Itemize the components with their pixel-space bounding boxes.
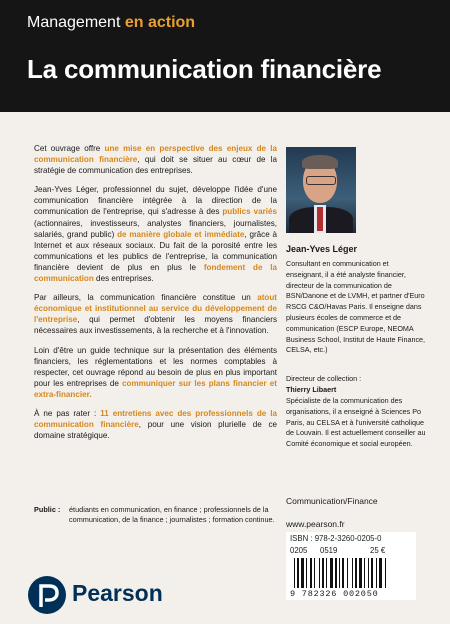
text: , pour une vision plurielle de ce domaine stratégique. [34,420,277,441]
director-label: Directeur de collection : [286,374,362,383]
series-accent: en action [124,14,196,31]
paragraph-5 [34,408,277,441]
barcode-block [286,532,416,600]
audience [34,505,290,524]
text: À ne pas rater : [34,408,101,418]
paragraph-1 [34,143,277,176]
series-name [27,14,195,32]
series-prefix: Management [27,14,121,31]
director-bio: Spécialiste de la communication des organisations, il a enseigné à Sciences Po Paris, au CELSA et à l'université catholique de Louvain. Il est actuellement conseiller au Comité économique et social européen. [286,396,426,449]
barcode [294,558,408,588]
director-name: Thierry Libaert [286,385,337,394]
publisher-name: Pearson [72,580,163,606]
paragraph-2 [34,184,277,284]
highlight: une mise en perspective des enjeux de la communication financière [34,144,278,165]
text: (actionnaires, investisseurs, analystes financiers, journalistes, salariés, grand public) [34,218,277,239]
text: Loin d'être un guide technique sur la présentation des éléments financiers, les réglementations et les normes comptables à respecter, cet ouvrage répond au besoin de plus en plus important pour les entreprises de [34,345,277,388]
text: , qui doit se situer au cœur de la stratégie de communication des entreprises. [34,155,277,176]
category: Communication/Finance [286,496,378,506]
price-code: 0205 [290,546,308,555]
author-photo [286,147,356,233]
text: Jean-Yves Léger, professionnel du sujet, développe l'idée d'une communication financière intégrée à la direction de la communication de l'entreprise, qui s'adresse à des [34,185,277,217]
audience-text: étudiants en communication, en finance ; professionnels de la communication, de la finance ; journalistes ; formation continue. [69,505,275,524]
text: Par ailleurs, la communication financière constitue un [34,293,258,303]
barcode-digits: 9 782326 002050 [290,589,379,599]
website-link[interactable]: www.pearson.fr [286,519,345,529]
description [34,143,277,449]
highlight: 11 entretiens avec des professionnels de la communication financière [34,408,277,430]
price: 25 € [370,546,386,555]
cover-header [0,0,450,112]
text: Cet ouvrage offre [34,144,105,153]
highlight: atout économique et institutionnel au service du développement de l'entreprise [34,293,277,325]
author-bio: Consultant en communication et enseignant, il a été analyste financier, directeur de la communication de BSN/Danone et de LVMH, et partner d'Euro RSCG C&O/Havas Paris. Il enseigne dans plusieurs écoles de commerce et de communication (ESCP Europe, NEOMA Business School, Institut de Haute Finance, CELSA, etc.) [286,259,426,355]
text: des entreprises. [93,274,154,284]
highlight: fondement de la communication [34,262,277,284]
price-code: 0519 [320,546,338,555]
author-name: Jean-Yves Léger [286,244,358,254]
text: , grâce à Internet et aux réseaux sociaux. Du fait de la porosité entre les communications et les publics de l'entreprise, la communication financière devient de plus en plus le [34,229,277,272]
audience-label: Public : [34,505,61,514]
pearson-logo-icon [27,575,67,615]
book-title: La communication financière [27,54,382,84]
text: , qui permet d'obtenir les moyens financiers nécessaires aux investissements, à la recherche et à l'innovation. [34,315,277,336]
paragraph-4 [34,345,277,400]
highlight: publics variés [222,207,277,217]
highlight: de manière globale et immédiate [117,229,245,239]
isbn: ISBN : 978-2-3260-0205-0 [290,534,382,543]
paragraph-3 [34,292,277,336]
highlight: communiquer sur les plans financier et extra-financier. [34,378,277,399]
